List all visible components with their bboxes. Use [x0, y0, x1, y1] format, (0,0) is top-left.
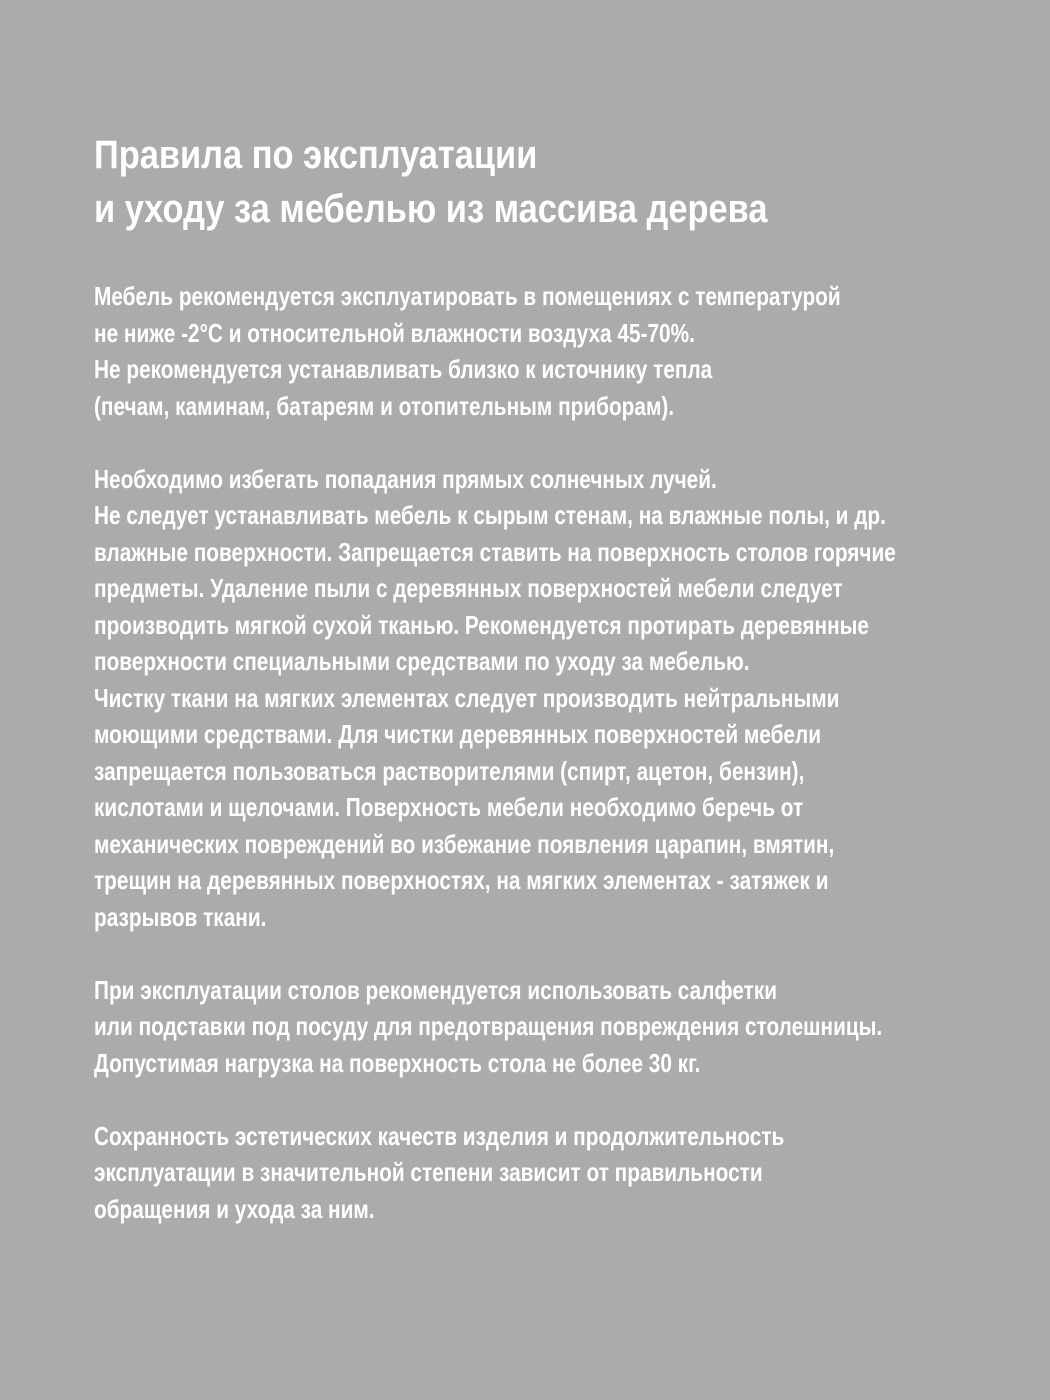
text-line: предметы. Удаление пыли с деревянных поверхностей мебели следует [94, 573, 843, 603]
text-line: Необходимо избегать попадания прямых солнечных лучей. [94, 463, 717, 494]
body-text [94, 278, 894, 1264]
paragraph-conclusion [94, 1118, 894, 1228]
title-line: и уходу за мебелью из массива дерева [94, 187, 768, 231]
text-line: (печам, каминам, батареям и отопительным приборам). [94, 390, 675, 421]
text-line: кислотами и щелочами. Поверхность мебели необходимо беречь от [94, 792, 804, 822]
text-line: Чистку ткани на мягких элементах следует производить нейтральными [94, 682, 840, 713]
text-line: трещин на деревянных поверхностях, на мягких элементах - затяжек и [94, 865, 829, 895]
text-line: механических повреждений во избежание появления царапин, вмятин, [94, 828, 835, 859]
paragraph-tables [94, 972, 894, 1082]
text-line: производить мягкой сухой тканью. Рекомендуется протирать деревянные [94, 609, 869, 640]
text-line: эксплуатации в значительной степени зависит от правильности [94, 1157, 763, 1187]
text-line: Сохранность эстетических качеств изделия и продолжительность [94, 1120, 785, 1151]
text-line: обращения и ухода за ним. [94, 1193, 375, 1224]
text-line: Не рекомендуется устанавливать близко к источнику тепла [94, 354, 713, 384]
text-line: Мебель рекомендуется эксплуатировать в помещениях с температурой [94, 281, 841, 311]
paragraph-care [94, 461, 894, 936]
text-line: или подставки под посуду для предотвращения повреждения столешницы. [94, 1011, 883, 1041]
text-line: запрещается пользоваться растворителями (спирт, ацетон, бензин), [94, 755, 805, 786]
text-line: Не следует устанавливать мебель к сырым стенам, на влажные полы, и др. [94, 500, 886, 530]
title-line: Правила по эксплуатации [94, 133, 538, 177]
text-line: моющими средствами. Для чистки деревянных поверхностей мебели [94, 719, 822, 749]
paragraph-climate [94, 278, 894, 424]
text-line: Допустимая нагрузка на поверхность стола не более 30 кг. [94, 1047, 701, 1078]
text-line: разрывов ткани. [94, 901, 267, 932]
text-line: не ниже -2°С и относительной влажности воздуха 45-70%. [94, 317, 695, 348]
text-line: влажные поверхности. Запрещается ставить на поверхность столов горячие [94, 536, 896, 567]
text-line: При эксплуатации столов рекомендуется использовать салфетки [94, 974, 778, 1005]
page-title [94, 128, 767, 236]
text-line: поверхности специальными средствами по уходу за мебелью. [94, 646, 750, 676]
